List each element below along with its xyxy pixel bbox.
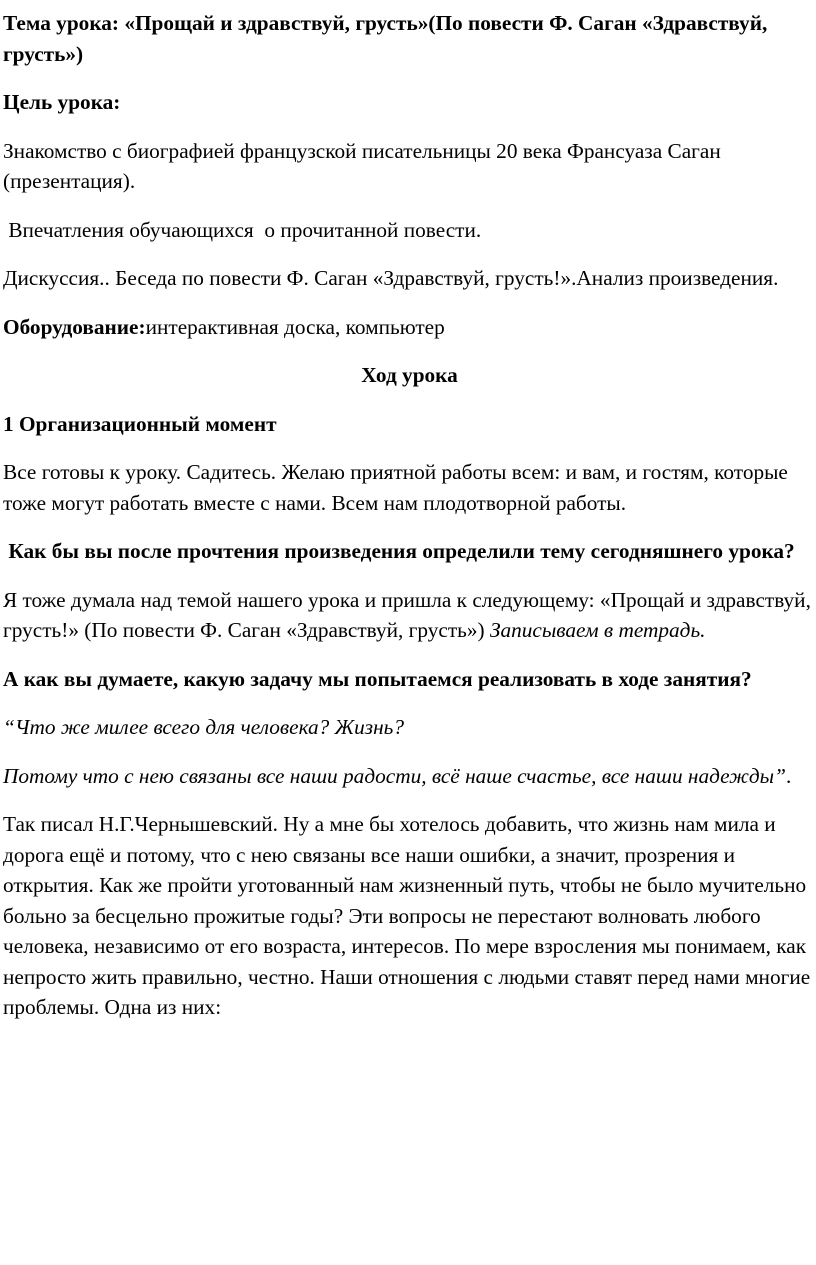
goal-item-1: Знакомство с биографией французской писательницы 20 века Франсуаза Саган (презентация). [3, 138, 721, 193]
section-1-heading: 1 Организационный момент [3, 411, 277, 436]
equipment-value: интерактивная доска, компьютер [145, 314, 445, 339]
paragraph-topic-italic: Записываем в тетрадь. [489, 618, 706, 642]
paragraph-topic-text: Я тоже думала над темой нашего урока и пришла к следующему: «Прощай и здравствуй, грусть!» (По повести Ф. Саган «Здравствуй, грусть») [3, 587, 811, 642]
paragraph-chernyshevsky: Так писал Н.Г.Чернышевский. Ну а мне бы хотелось добавить, что жизнь нам мила и дорога ещё и потому, что с нею связаны все наши ошибки, а значит, прозрения и открытия. Как же пройти уготованный нам жизненный путь, чтобы не было мучительно больно за бесцельно прожитые годы? Эти вопросы не перестают волновать любого человека, независимо от его возраста, интересов. По мере взросления мы понимаем, как непросто жить правильно, честно. Наши отношения с людьми ставят перед нами многие проблемы. Одна из них: [3, 812, 811, 1019]
equipment-line [3, 312, 816, 343]
paragraph-topic-answer [3, 585, 816, 646]
equipment-label: Оборудование: [3, 314, 146, 339]
goal-heading: Цель урока: [3, 90, 121, 114]
quote-block [3, 761, 816, 792]
goal-item-3: Дискуссия.. Беседа по повести Ф. Саган «Здравствуй, грусть!».Анализ произведения. [3, 266, 779, 290]
lesson-topic: Тема урока: «Прощай и здравствуй, грусть»(По повести Ф. Саган «Здравствуй, грусть») [3, 11, 768, 66]
goal-item-2: Впечатления обучающихся о прочитанной повести. [3, 217, 482, 242]
paragraph-greeting: Все готовы к уроку. Садитесь. Желаю приятной работы всем: и вам, и гостям, которые тоже могут работать вместе с нами. Всем нам плодотворной работы. [3, 460, 788, 515]
quote-line-2: Потому что с нею связаны все наши радости, всё наше счастье, все наши надежды” [3, 763, 786, 788]
question-task: А как вы думаете, какую задачу мы попытаемся реализовать в ходе занятия? [3, 666, 752, 691]
question-topic: Как бы вы после прочтения произведения определили тему сегодняшнего урока? [3, 539, 795, 563]
quote-end: . [785, 763, 792, 788]
lesson-heading: Ход урока [361, 363, 458, 387]
quote-line-1: “Что же милее всего для человека? Жизнь? [3, 715, 405, 739]
